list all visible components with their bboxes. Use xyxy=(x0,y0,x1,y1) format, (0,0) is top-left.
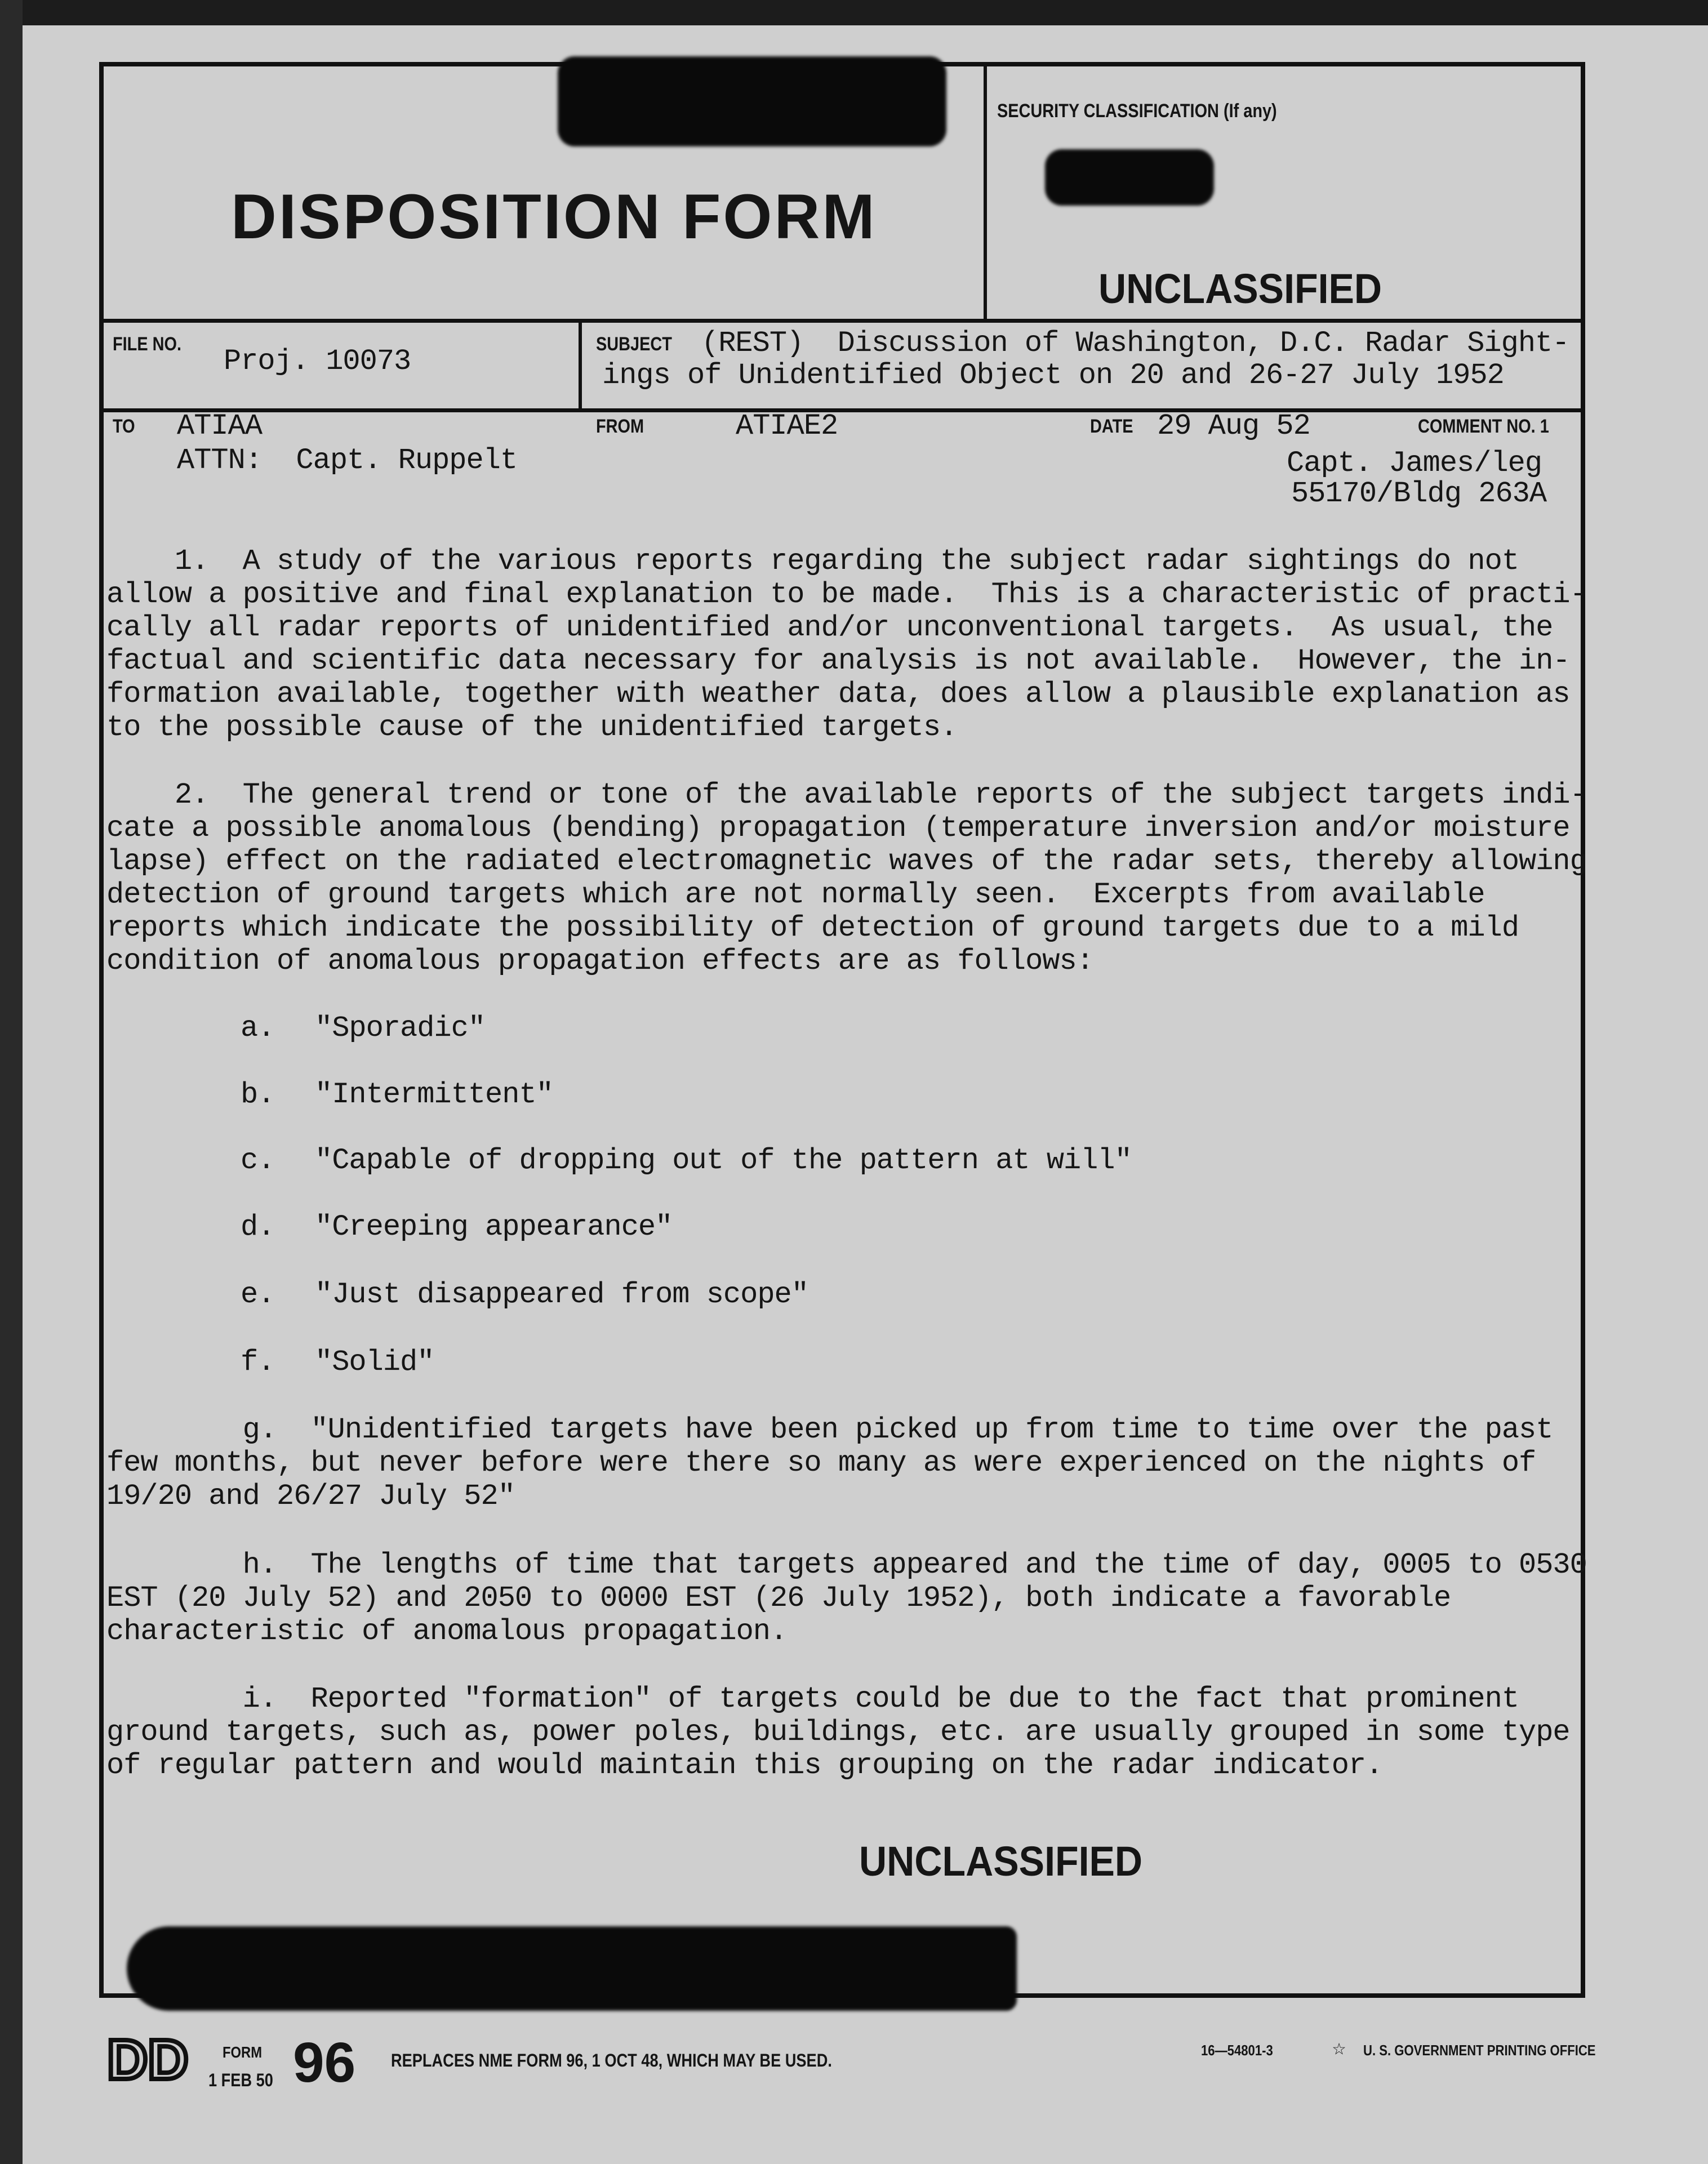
p2-line: cate a possible anomalous (bending) propagation (temperature inversion and/or moisture xyxy=(106,812,1570,845)
from-label: FROM xyxy=(596,416,644,437)
file-no-value: Proj. 10073 xyxy=(224,345,411,378)
item-text: "Sporadic" xyxy=(315,1012,486,1045)
footer-form-label: FORM xyxy=(223,2043,263,2061)
subject-label: SUBJECT xyxy=(596,333,672,355)
footer-dd: DD xyxy=(107,2028,189,2091)
h-line: characteristic of anomalous propagation. xyxy=(106,1615,788,1648)
g-line: g. "Unidentified targets have been picked up from time to time over the past xyxy=(106,1413,1553,1446)
p1-line: to the possible cause of the unidentified targets. xyxy=(106,711,958,744)
item-text: "Creeping appearance" xyxy=(315,1210,673,1244)
date-value: 29 Aug 52 xyxy=(1157,409,1310,443)
comment-no-label: COMMENT NO. 1 xyxy=(1418,416,1549,437)
scan-edge-top xyxy=(0,0,1708,25)
item-text: "Solid" xyxy=(315,1346,434,1379)
item-letter: e. xyxy=(241,1278,275,1311)
item-text: "Just disappeared from scope" xyxy=(315,1278,808,1311)
item-letter: f. xyxy=(241,1346,275,1379)
p2-line: condition of anomalous propagation effects are as follows: xyxy=(106,945,1093,978)
i-line: i. Reported "formation" of targets could be due to the fact that prominent xyxy=(106,1682,1519,1716)
file-no-label: FILE NO. xyxy=(113,333,182,355)
g-line: few months, but never before were there so many as were experienced on the nights of xyxy=(106,1446,1536,1480)
footer-print-code: 16—54801-3 xyxy=(1201,2042,1273,2059)
footer-gpo: U. S. GOVERNMENT PRINTING OFFICE xyxy=(1363,2042,1596,2059)
divider-header xyxy=(99,319,1585,323)
p2-line: detection of ground targets which are not normally seen. Excerpts from available xyxy=(106,878,1485,911)
subject-line-2: ings of Unidentified Object on 20 and 26-27 July 1952 xyxy=(602,359,1504,392)
item-text: "Capable of dropping out of the pattern at will" xyxy=(315,1144,1132,1177)
g-line: 19/20 and 26/27 July 52" xyxy=(106,1480,515,1513)
to-value: ATIAA xyxy=(177,409,263,443)
to-label: TO xyxy=(113,416,135,437)
p2-line: 2. The general trend or tone of the available reports of the subject targets indi- xyxy=(106,778,1587,812)
footer-replaces: REPLACES NME FORM 96, 1 OCT 48, WHICH MAY BE USED. xyxy=(391,2050,832,2071)
star-icon: ☆ xyxy=(1332,2037,1346,2062)
i-line: of regular pattern and would maintain this grouping on the radar indicator. xyxy=(106,1749,1383,1782)
subject-line-1: (REST) Discussion of Washington, D.C. Radar Sight- xyxy=(701,327,1569,360)
p1-line: allow a positive and final explanation to be made. This is a characteristic of practi- xyxy=(106,578,1587,611)
form-title: DISPOSITION FORM xyxy=(231,181,877,252)
h-line: EST (20 July 52) and 2050 to 0000 EST (26 July 1952), both indicate a favorable xyxy=(106,1582,1451,1615)
item-letter: b. xyxy=(241,1078,275,1111)
divider-subject xyxy=(579,319,582,410)
classification-stamp-bottom: UNCLASSIFIED xyxy=(859,1838,1143,1885)
classification-stamp: UNCLASSIFIED xyxy=(1098,265,1382,312)
phone-bldg: 55170/Bldg 263A xyxy=(1291,477,1547,510)
footer-form-date: 1 FEB 50 xyxy=(208,2070,273,2090)
p1-line: factual and scientific data necessary for analysis is not available. However, the in- xyxy=(106,644,1570,678)
from-value: ATIAE2 xyxy=(736,409,838,443)
divider-file xyxy=(99,408,1585,412)
date-label: DATE xyxy=(1090,416,1133,437)
item-letter: c. xyxy=(241,1144,275,1177)
item-letter: a. xyxy=(241,1012,275,1045)
redaction-top xyxy=(558,56,946,146)
redaction-security xyxy=(1045,149,1214,206)
author: Capt. James/leg xyxy=(1287,447,1542,480)
footer-form-number: 96 xyxy=(293,2031,356,2094)
h-line: h. The lengths of time that targets appeared and the time of day, 0005 to 0530 xyxy=(106,1548,1587,1582)
attn-value: ATTN: Capt. Ruppelt xyxy=(177,444,518,477)
p2-line: reports which indicate the possibility of detection of ground targets due to a mild xyxy=(106,911,1519,945)
i-line: ground targets, such as, power poles, buildings, etc. are usually grouped in some type xyxy=(106,1716,1570,1749)
item-text: "Intermittent" xyxy=(315,1078,553,1111)
redaction-bottom xyxy=(127,1926,1017,2011)
p1-line: formation available, together with weather data, does allow a plausible explanation as xyxy=(106,678,1570,711)
item-letter: d. xyxy=(241,1210,275,1244)
divider-security xyxy=(984,62,987,321)
scan-edge-left xyxy=(0,0,23,2164)
security-classification-label: SECURITY CLASSIFICATION (If any) xyxy=(997,100,1277,122)
p1-line: cally all radar reports of unidentified and/or unconventional targets. As usual, the xyxy=(106,611,1553,644)
p2-line: lapse) effect on the radiated electromagnetic waves of the radar sets, thereby allowing xyxy=(106,845,1587,878)
p1-line: 1. A study of the various reports regarding the subject radar sightings do not xyxy=(106,545,1519,578)
